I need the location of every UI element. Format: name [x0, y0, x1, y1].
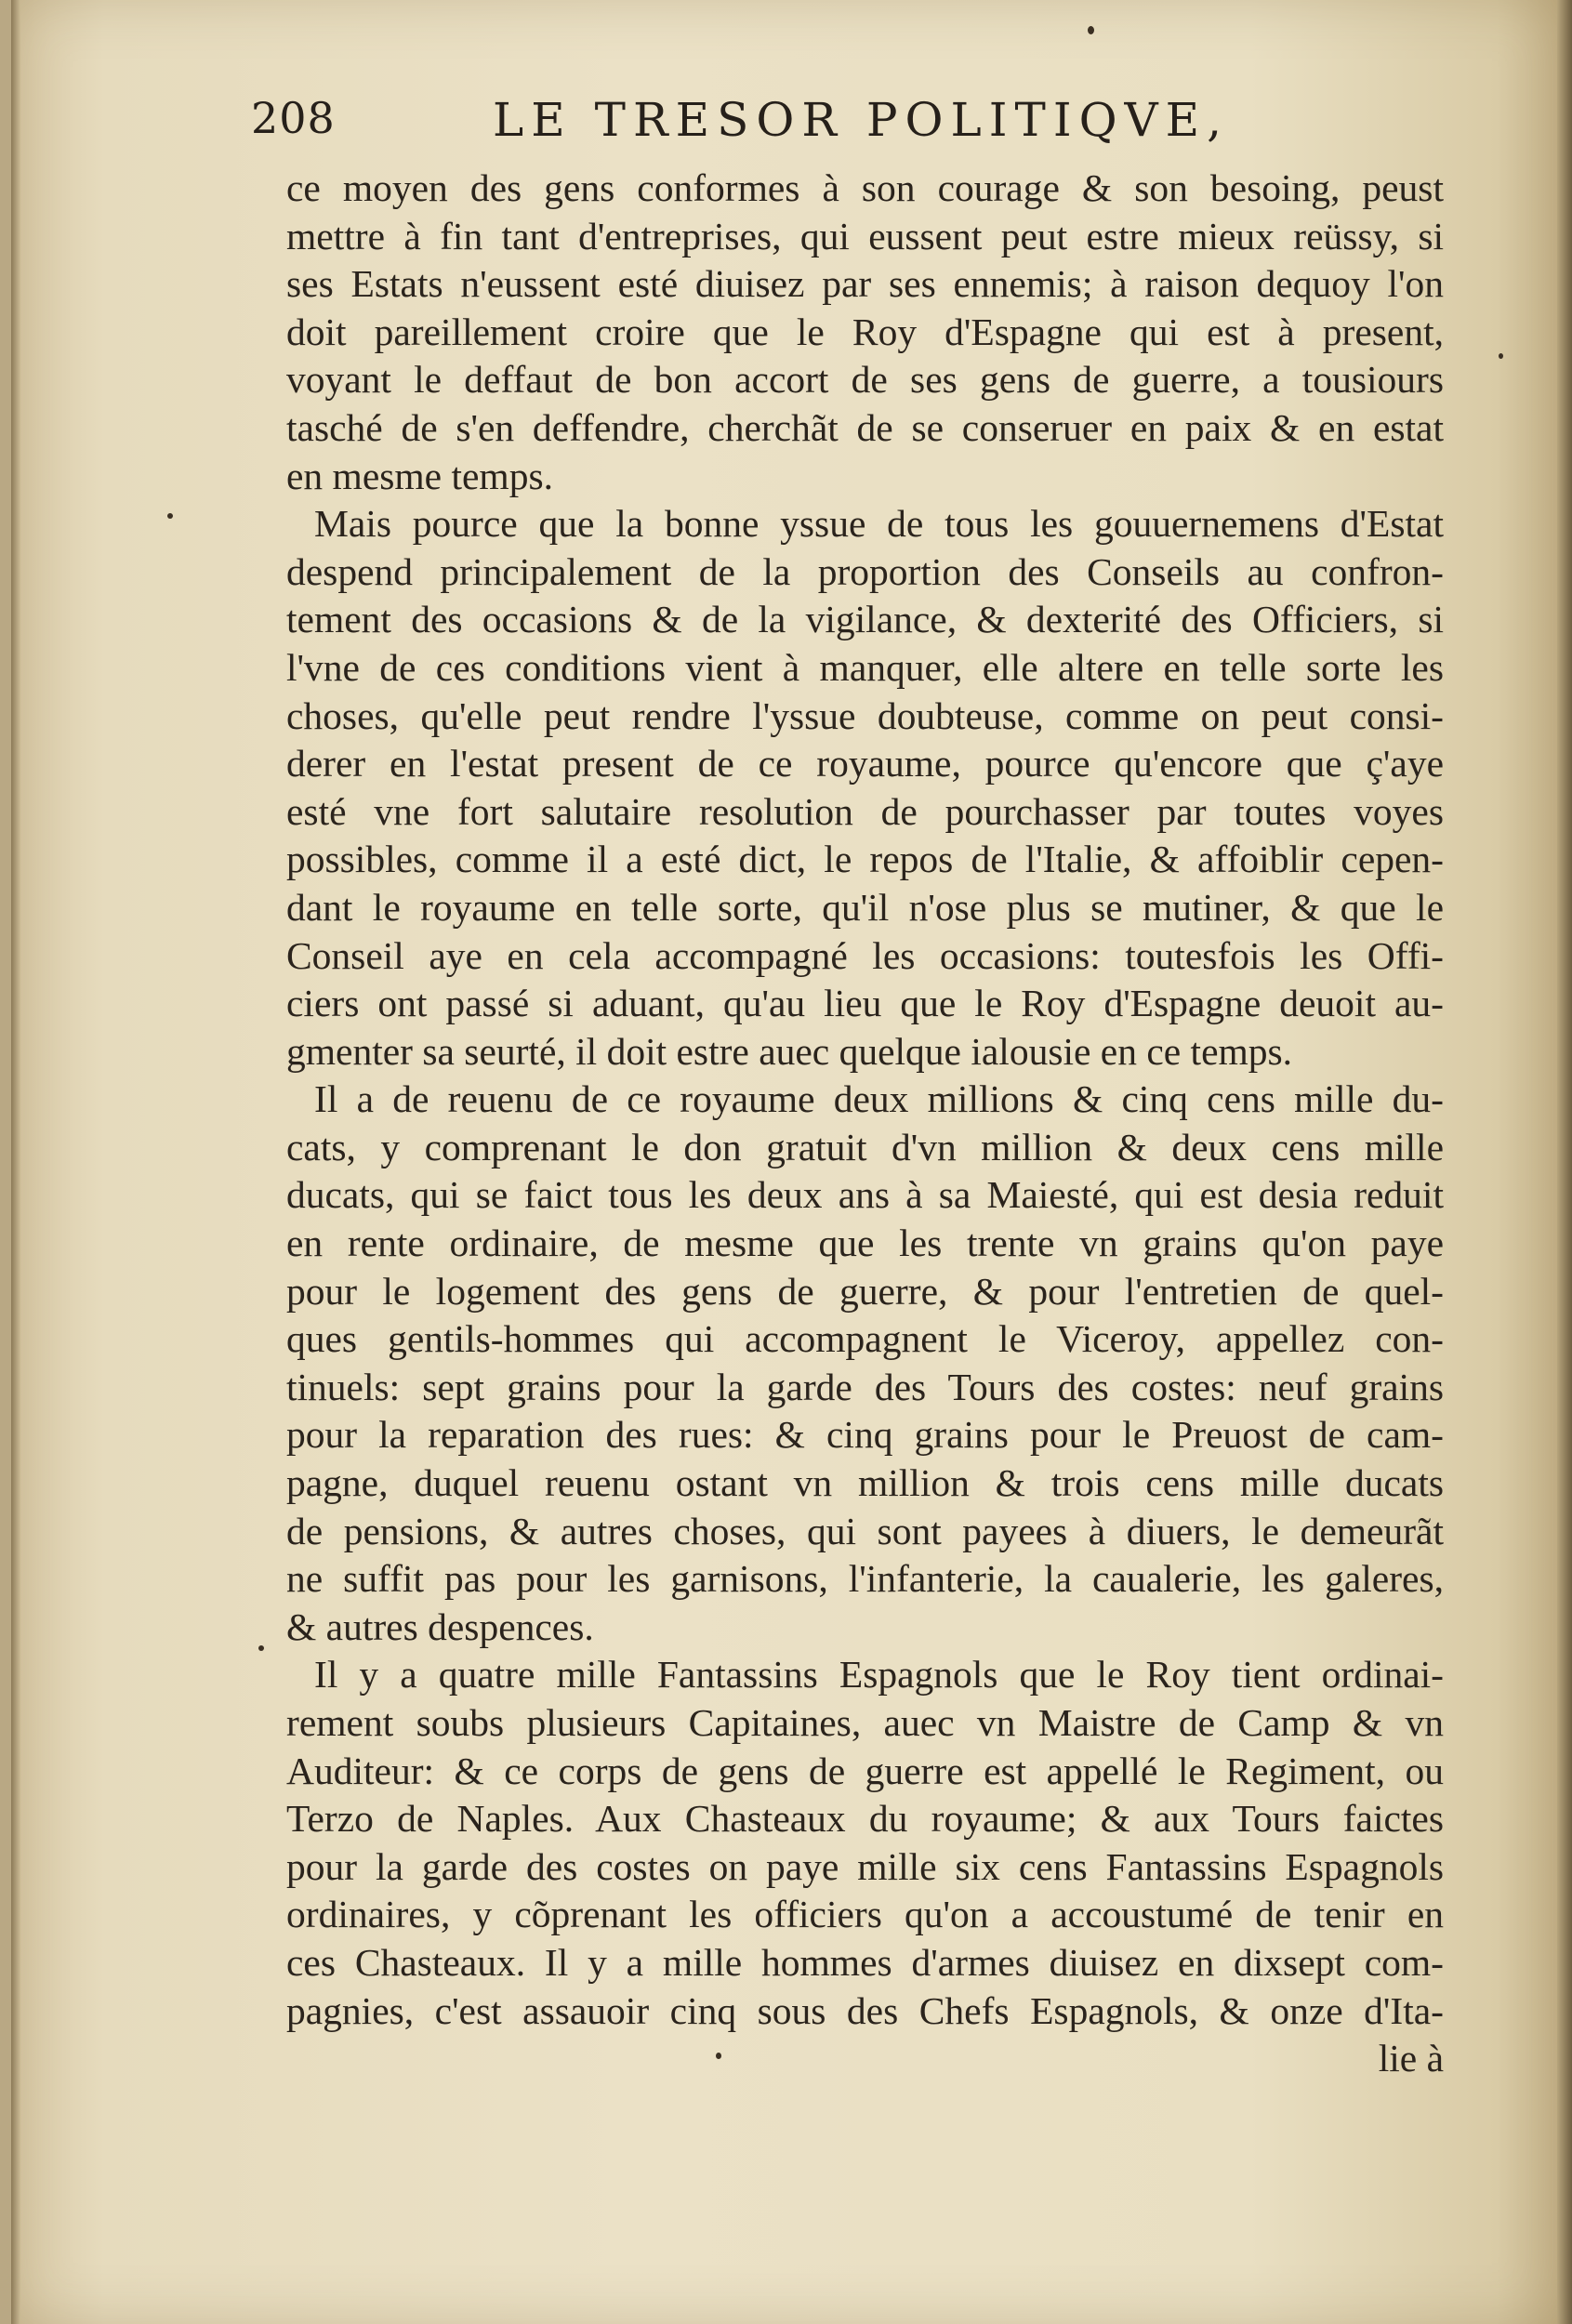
text-line: mettre à fin tant d'entreprises, qui eussent peut estre mieux reüssy, si — [286, 214, 1444, 257]
text-line: pour la garde des costes on paye mille six cens Fantassins Espagnols — [286, 1844, 1444, 1888]
text-line: tement des occasions & de la vigilance, & dexterité des Officiers, si — [286, 598, 1444, 641]
paragraph-start: Il y a quatre mille Fantassins Espagnols que le Roy tient ordinai- — [314, 1653, 1444, 1697]
body-text — [286, 165, 1444, 2083]
text-line: ne suffit pas pour les garnisons, l'infanterie, la caualerie, les galeres, — [286, 1557, 1444, 1601]
text-line: ses Estats n'eussent esté diuisez par ses ennemis; à raison dequoy l'on — [286, 262, 1444, 306]
running-title: LE TRESOR POLITIQVE, — [493, 93, 1230, 147]
text-line: voyant le deffaut de bon accort de ses gens de guerre, a tousiours — [286, 358, 1444, 402]
ink-speck — [1499, 353, 1503, 359]
page-number: 208 — [251, 93, 336, 143]
text-line: cats, y comprenant le don gratuit d'vn million & deux cens mille — [286, 1125, 1444, 1169]
text-line: gmenter sa seurté, il doit estre auec quelque ialousie en ce temps. — [286, 1029, 1293, 1073]
text-line: pour le logement des gens de guerre, & pour l'entretien de quel- — [286, 1269, 1444, 1313]
text-line: dant le royaume en telle sorte, qu'il n'ose plus se mutiner, & que le — [286, 885, 1444, 929]
text-line: pagnies, c'est assauoir cinq sous des Chefs Espagnols, & onze d'Ita- — [286, 1988, 1444, 2032]
text-line: choses, qu'elle peut rendre l'yssue doubteuse, comme on peut consi- — [286, 693, 1444, 737]
text-line: rement soubs plusieurs Capitaines, auec vn Maistre de Camp & vn — [286, 1701, 1444, 1744]
text-line: l'vne de ces conditions vient à manquer, elle altere en telle sorte les — [286, 645, 1444, 689]
ink-speck — [167, 513, 173, 519]
ink-speck — [716, 2053, 721, 2059]
text-line: possibles, comme il a esté dict, le repos de l'Italie, & affoiblir cepen- — [286, 838, 1444, 881]
text-line: tasché de s'en deffendre, cherchãt de se conseruer en paix & en estat — [286, 405, 1444, 449]
ink-speck — [1088, 26, 1094, 34]
ink-speck — [258, 1645, 264, 1651]
text-line: pagne, duquel reuenu ostant vn million & trois cens mille ducats — [286, 1461, 1444, 1505]
text-line: ques gentils-hommes qui accompagnent le Viceroy, appellez con- — [286, 1317, 1444, 1361]
text-line: ces Chasteaux. Il y a mille hommes d'armes diuisez en dixsept com- — [286, 1940, 1444, 1984]
text-line: Auditeur: & ce corps de gens de guerre est appellé le Regiment, ou — [286, 1749, 1444, 1792]
text-line: doit pareillement croire que le Roy d'Espagne qui est à present, — [286, 310, 1444, 353]
text-line: ordinaires, y cõprenant les officiers qu'on a accoustumé de tenir en — [286, 1893, 1444, 1936]
page-edge — [1557, 0, 1572, 2324]
text-line: en rente ordinaire, de mesme que les trente vn grains qu'on paye — [286, 1221, 1444, 1265]
text-line: ciers ont passé si aduant, qu'au lieu que le Roy d'Espagne deuoit au- — [286, 982, 1444, 1025]
page-header — [251, 93, 1478, 158]
text-line: Terzo de Naples. Aux Chasteaux du royaume; & aux Tours faictes — [286, 1797, 1444, 1841]
text-line: tinuels: sept grains pour la garde des Tours des costes: neuf grains — [286, 1365, 1444, 1408]
text-line: ducats, qui se faict tous les deux ans à sa Maiesté, qui est desia reduit — [286, 1173, 1444, 1217]
catchword: lie à — [1378, 2037, 1444, 2080]
text-line: en mesme temps. — [286, 454, 553, 497]
text-line: despend principalement de la proportion des Conseils au confron- — [286, 549, 1444, 593]
paragraph-start: Il a de reuenu de ce royaume deux millions & cinq cens mille du- — [314, 1077, 1444, 1121]
text-line: pour la reparation des rues: & cinq grains pour le Preuost de cam- — [286, 1413, 1444, 1457]
text-line: esté vne fort salutaire resolution de pourchasser par toutes voyes — [286, 789, 1444, 833]
text-line: & autres despences. — [286, 1604, 594, 1648]
text-line: de pensions, & autres choses, qui sont payees à diuers, le demeurãt — [286, 1509, 1444, 1552]
text-line: derer en l'estat present de ce royaume, pource qu'encore que ç'aye — [286, 742, 1444, 786]
page-gutter — [11, 0, 20, 2324]
paragraph-start: Mais pource que la bonne yssue de tous les gouuernemens d'Estat — [314, 502, 1444, 546]
text-line: Conseil aye en cela accompagné les occasions: toutesfois les Offi- — [286, 933, 1444, 977]
text-line: ce moyen des gens conformes à son courage & son besoing, peust — [286, 166, 1444, 209]
